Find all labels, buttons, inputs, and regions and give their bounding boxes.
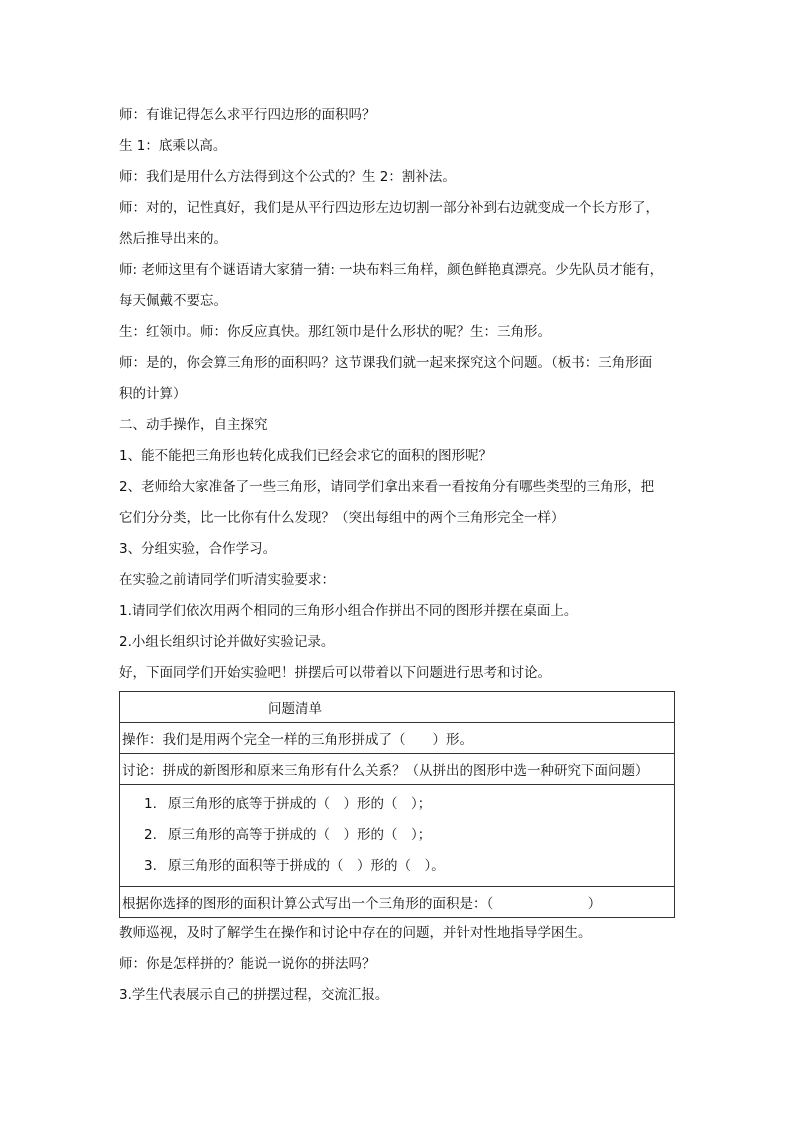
item-number: 2. <box>144 827 157 843</box>
table-title: 问题清单 <box>120 692 675 723</box>
text-line: 1.请同学们依次用两个相同的三角形小组合作拼出不同的图形并摆在桌面上。 <box>119 603 578 619</box>
text-line: 师：我们是用什么方法得到这个公式的？生 2：割补法。 <box>119 169 456 185</box>
text-line: 它们分分类，比一比你有什么发现？（突出每组中的两个三角形完全一样） <box>119 510 565 526</box>
table-discussion-row: 讨论：拼成的新图形和原来三角形有什么关系？（从拼出的图形中选一种研究下面问题） <box>120 754 675 785</box>
text-line: 2、老师给大家准备了一些三角形，请同学们拿出来看一看按角分有哪些类型的三角形，把 <box>119 479 655 495</box>
text-line: 在实验之前请同学们听清实验要求： <box>119 572 335 588</box>
text-line: 师：有谁记得怎么求平行四边形的面积吗？ <box>119 107 376 123</box>
item-text: 原三角形的高等于拼成的（ ）形的（ ）； <box>168 827 432 843</box>
item-text: 原三角形的面积等于拼成的（ ）形的（ ）。 <box>168 858 445 874</box>
list-item <box>120 820 674 851</box>
text-line: 好，下面同学们开始实验吧！拼摆后可以带着以下问题进行思考和讨论。 <box>119 665 551 681</box>
text-line: 教师巡视，及时了解学生在操作和讨论中存在的问题，并针对性地指导学困生。 <box>119 925 592 941</box>
lesson-text-bottom <box>119 918 679 1011</box>
text-line: 积的计算） <box>119 386 187 402</box>
text-line: 生 1：底乘以高。 <box>119 138 227 154</box>
list-item <box>120 789 674 820</box>
text-line: 师：是的，你会算三角形的面积吗？这节课我们就一起来探究这个问题。（板书：三角形面 <box>119 355 653 371</box>
text-line: 每天佩戴不要忘。 <box>119 293 227 309</box>
item-number: 1. <box>144 796 157 812</box>
question-list-table <box>119 691 675 918</box>
lesson-text-top <box>119 100 679 689</box>
text-line: 师：你是怎样拼的？能说一说你的拼法吗？ <box>119 956 376 972</box>
text-line: 3、分组实验，合作学习。 <box>119 541 277 557</box>
table-formula-row: 根据你选择的图形的面积计算公式写出一个三角形的面积是：（ ） <box>120 887 675 918</box>
text-line: 1、能不能把三角形也转化成我们已经会求它的面积的图形呢？ <box>119 448 493 464</box>
table-operation-row: 操作：我们是用两个完全一样的三角形拼成了（ ）形。 <box>120 723 675 754</box>
text-line: 生：红领巾。师：你反应真快。那红领巾是什么形状的呢？生：三角形。 <box>119 324 551 340</box>
text-line: 3.学生代表展示自己的拼摆过程，交流汇报。 <box>119 987 389 1003</box>
text-line: 师：对的，记性真好，我们是从平行四边形左边切割一部分补到右边就变成一个长方形了， <box>119 200 659 216</box>
text-line: 师: 老师这里有个谜语请大家猜一猜: 一块布料三角样，颜色鲜艳真漂亮。少先队员才能有， <box>119 262 664 278</box>
list-item <box>120 851 674 882</box>
table-items-cell <box>120 785 675 887</box>
item-number: 3. <box>144 858 157 874</box>
document-page <box>119 100 679 1011</box>
section-heading: 二、动手操作，自主探究 <box>119 417 268 433</box>
text-line: 2.小组长组织讨论并做好实验记录。 <box>119 634 335 650</box>
text-line: 然后推导出来的。 <box>119 231 227 247</box>
item-text: 原三角形的底等于拼成的（ ）形的（ ）； <box>168 796 432 812</box>
